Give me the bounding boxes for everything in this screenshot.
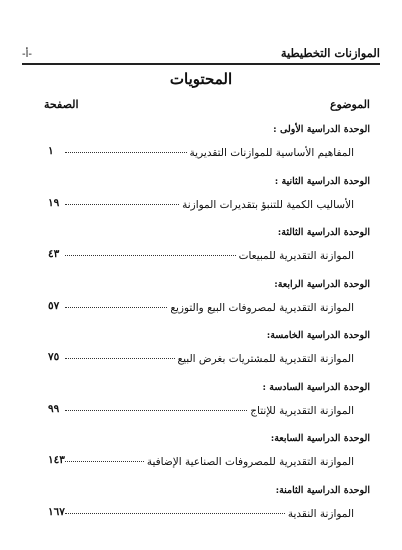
unit-label: الوحدة الدراسية الرابعة: xyxy=(274,278,370,290)
toc-entry xyxy=(62,302,354,314)
toc-unit xyxy=(0,227,402,279)
entry-title: الموازنة النقدية xyxy=(287,507,354,520)
toc-unit xyxy=(0,124,402,176)
toc-list xyxy=(0,124,402,536)
toc-unit xyxy=(0,330,402,382)
entry-page-number: ١ xyxy=(48,145,54,157)
page-number: -أ- xyxy=(22,49,32,60)
entry-page-number: ٧٥ xyxy=(48,351,60,363)
dot-leader xyxy=(65,358,175,359)
dot-leader xyxy=(65,513,285,514)
toc-unit xyxy=(0,433,402,485)
unit-label: الوحدة الدراسية السادسة : xyxy=(262,381,370,393)
entry-page-number: ١٦٧ xyxy=(48,505,65,518)
unit-label: الوحدة الدراسية الأولى : xyxy=(273,124,370,135)
column-header-page: الصفحة xyxy=(44,98,79,111)
unit-label: الوحدة الدراسية السابعة: xyxy=(270,433,370,444)
toc-entry xyxy=(62,405,354,417)
column-header-subject: الموضوع xyxy=(329,98,370,111)
dot-leader xyxy=(65,204,179,205)
toc-entry xyxy=(62,147,354,159)
toc-entry xyxy=(62,508,354,520)
running-header xyxy=(22,38,380,65)
toc-unit xyxy=(0,485,402,537)
toc-unit xyxy=(0,382,402,434)
entry-title: الموازنة التقديرية للإنتاج xyxy=(250,404,354,417)
entry-page-number: ١٩ xyxy=(48,196,60,209)
dot-leader xyxy=(65,461,144,462)
dot-leader xyxy=(65,410,247,411)
dot-leader xyxy=(65,152,187,153)
toc-title: المحتويات xyxy=(169,70,233,88)
entry-title: الموازنة التقديرية للمشتريات بغرض البيع xyxy=(177,353,354,365)
unit-label: الوحدة الدراسية الثامنة: xyxy=(275,484,370,496)
unit-label: الوحدة الدراسية الثانية : xyxy=(274,175,370,187)
entry-title: الأساليب الكمية للتنبؤ بتقديرات الموازنة xyxy=(182,198,354,211)
toc-entry xyxy=(62,456,354,468)
entry-page-number: ٩٩ xyxy=(48,402,60,415)
entry-page-number: ١٤٣ xyxy=(48,454,65,466)
toc-unit xyxy=(0,176,402,228)
unit-label: الوحدة الدراسية الثالثة: xyxy=(277,227,370,238)
toc-entry xyxy=(62,199,354,211)
toc-entry xyxy=(62,353,354,365)
dot-leader xyxy=(65,307,167,308)
entry-page-number: ٤٣ xyxy=(48,248,60,260)
entry-title: الموازنة التقديرية للمبيعات xyxy=(238,250,354,262)
entry-title: الموازنة التقديرية للمصروفات الصناعية الإضافية xyxy=(146,456,354,468)
entry-title: الموازنة التقديرية لمصروفات البيع والتوزيع xyxy=(170,301,354,314)
dot-leader xyxy=(65,255,236,256)
entry-page-number: ٥٧ xyxy=(48,299,60,312)
unit-label: الوحدة الدراسية الخامسة: xyxy=(266,330,370,341)
entry-title: المفاهيم الأساسية للموازنات التقديرية xyxy=(189,147,354,159)
toc-entry xyxy=(62,250,354,262)
running-title: الموازنات التخطيطية xyxy=(280,46,380,60)
toc-unit xyxy=(0,279,402,331)
